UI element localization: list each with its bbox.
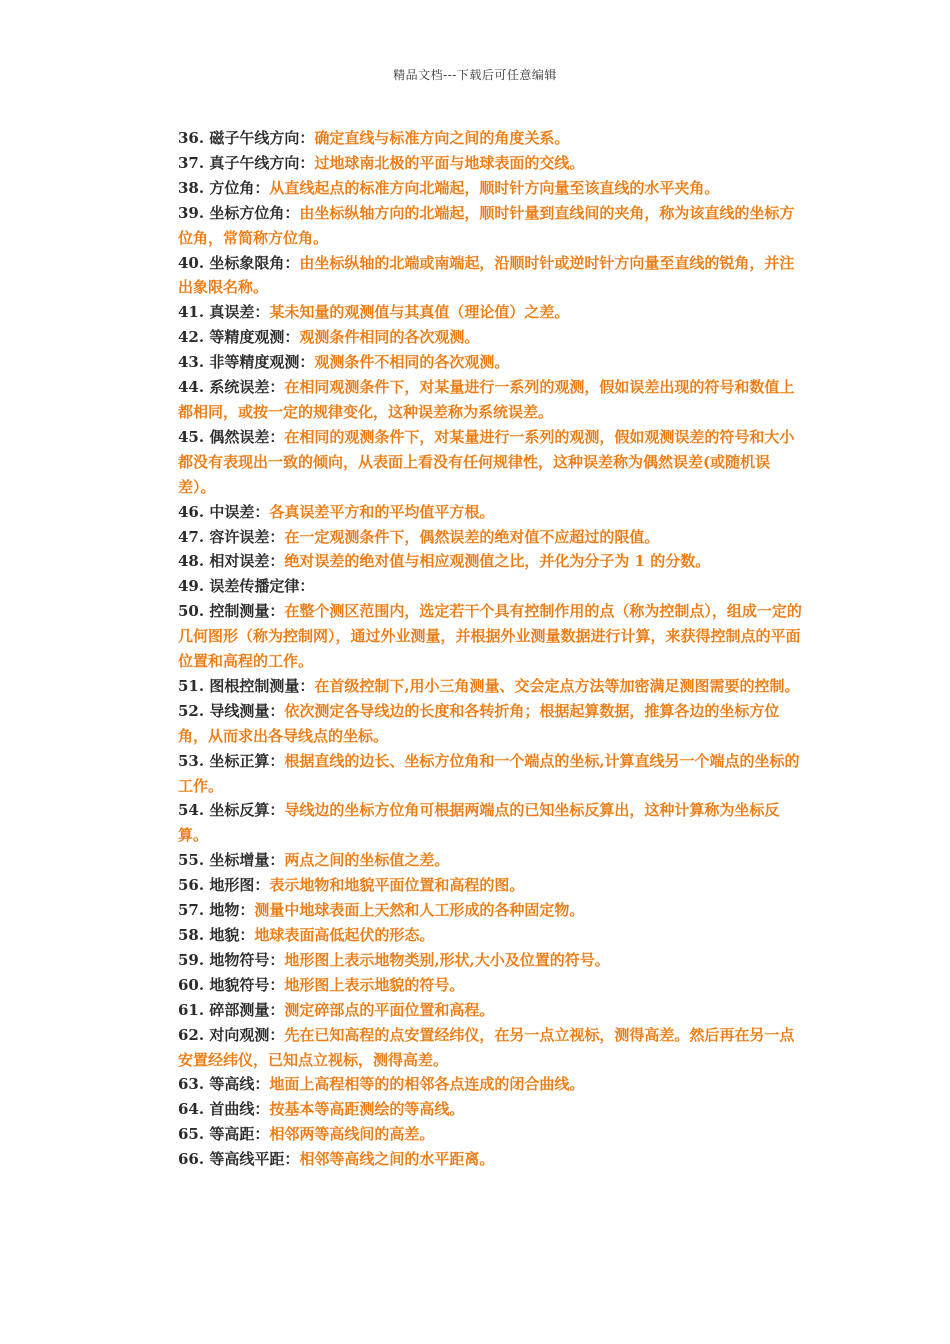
entry-definition: 相邻等高线之间的水平距离。: [299, 1150, 495, 1169]
entry-term: 62. 对向观测：: [178, 1025, 285, 1044]
entry-definition: 各真误差平方和的平均值平方根。: [269, 502, 495, 521]
entry-definition: 地球表面高低起伏的形态。: [254, 926, 435, 944]
page-header: 精品文档---下载后可任意编辑: [393, 68, 557, 82]
entry-term: 55. 坐标增量：: [178, 851, 285, 870]
entry-definition: 在一定观测条件下，偶然误差的绝对值不应超过的限值。: [284, 527, 660, 546]
entry-definition: 在相同的观测条件下，对某量进行一系列的观测，假如观测误差的符号和大小都没有表现出一致的倾向，从表面上看没有任何规律性，这种误差称为偶然误差(或随机误差）。: [178, 427, 795, 496]
glossary-entry: [178, 500, 802, 525]
entry-term: 43. 非等精度观测：: [178, 353, 315, 372]
glossary-entry: [178, 126, 802, 151]
glossary-entry: [178, 873, 802, 898]
entry-term: 44. 系统误差：: [178, 378, 285, 397]
entry-definition: 测定碎部点的平面位置和高程。: [284, 1000, 495, 1019]
glossary-entry: [178, 848, 802, 873]
entry-term: 59. 地物符号：: [178, 950, 285, 969]
entry-term: 58. 地貌：: [178, 926, 255, 944]
entry-definition: 确定直线与标准方向之间的角度关系。: [314, 129, 570, 147]
entry-definition: 在相同观测条件下，对某量进行一系列的观测，假如误差出现的符号和数值上都相同，或按一定的规律变化，这种误差称为系统误差。: [178, 378, 795, 421]
entry-term: 53. 坐标正算：: [178, 751, 285, 770]
entry-term: 61. 碎部测量：: [178, 1000, 285, 1019]
glossary-entry: [178, 525, 802, 550]
glossary-entry: [178, 749, 802, 799]
entry-term: 47. 容许误差：: [178, 527, 285, 546]
entry-definition: 地形图上表示地物类别,形状,大小及位置的符号。: [284, 950, 610, 969]
glossary-entry: [178, 350, 802, 375]
entry-definition: 根据直线的边长、坐标方位角和一个端点的坐标,计算直线另一个端点的坐标的工作。: [178, 751, 800, 795]
entry-term: 50. 控制测量：: [178, 602, 285, 621]
entry-term: 66. 等高线平距：: [178, 1150, 300, 1169]
entry-term: 36. 磁子午线方向：: [178, 129, 315, 147]
entry-definition: 表示地物和地貌平面位置和高程的图。: [269, 876, 525, 895]
entry-definition: 过地球南北极的平面与地球表面的交线。: [314, 153, 585, 172]
glossary-entry: [178, 674, 802, 699]
glossary-entry: [178, 923, 802, 948]
glossary-entry: [178, 898, 802, 923]
entry-term: 45. 偶然误差：: [178, 427, 285, 446]
glossary-list: [178, 126, 802, 1172]
entry-definition: 观测条件相同的各次观测。: [299, 328, 480, 347]
entry-term: 38. 方位角：: [178, 178, 270, 197]
entry-definition: 导线边的坐标方位角可根据两端点的已知坐标反算出，这种计算称为坐标反算。: [178, 801, 780, 845]
entry-definition: 在首级控制下,用小三角测量、交会定点方法等加密满足测图需要的控制。: [314, 676, 800, 695]
glossary-entry: [178, 1097, 802, 1122]
entry-term: 37. 真子午线方向：: [178, 153, 315, 172]
entry-definition: 在整个测区范围内，选定若干个具有控制作用的点（称为控制点），组成一定的几何图形（称为控制网），通过外业测量，并根据外业测量数据进行计算，来获得控制点的平面位置和高程的工作。: [178, 602, 802, 671]
glossary-entry: [178, 798, 802, 848]
glossary-entry: [178, 699, 802, 749]
glossary-entry: [178, 425, 802, 500]
entry-definition: 按基本等高距测绘的等高线。: [269, 1100, 465, 1119]
entry-term: 65. 等高距：: [178, 1125, 270, 1144]
entry-definition: 绝对误差的绝对值与相应观测值之比，并化为分子为 1 的分数。: [284, 552, 711, 571]
entry-term: 40. 坐标象限角：: [178, 253, 300, 272]
entry-definition: 观测条件不相同的各次观测。: [314, 353, 510, 372]
entry-definition: 两点之间的坐标值之差。: [284, 851, 450, 870]
glossary-entry: [178, 375, 802, 425]
entry-definition: 地面上高程相等的的相邻各点连成的闭合曲线。: [269, 1075, 585, 1094]
glossary-entry: [178, 201, 802, 251]
entry-term: 46. 中误差：: [178, 502, 270, 521]
glossary-entry: [178, 1147, 802, 1172]
glossary-entry: [178, 325, 802, 350]
glossary-entry: [178, 1072, 802, 1097]
entry-term: 48. 相对误差：: [178, 552, 285, 571]
glossary-entry: [178, 998, 802, 1023]
entry-term: 54. 坐标反算：: [178, 801, 285, 820]
entry-term: 39. 坐标方位角：: [178, 203, 300, 222]
entry-definition: 测量中地球表面上天然和人工形成的各种固定物。: [254, 901, 585, 920]
glossary-entry: [178, 1023, 802, 1073]
glossary-entry: [178, 574, 802, 599]
glossary-entry: [178, 251, 802, 301]
entry-term: 63. 等高线：: [178, 1075, 270, 1094]
entry-term: 41. 真误差：: [178, 303, 270, 322]
entry-definition: 先在已知高程的点安置经纬仪，在另一点立视标，测得高差。然后再在另一点安置经纬仪，已知点立视标，测得高差。: [178, 1025, 795, 1069]
entry-definition: 从直线起点的标准方向北端起，顺时针方向量至该直线的水平夹角。: [269, 178, 720, 197]
entry-definition: 由坐标纵轴方向的北端起，顺时针量到直线间的夹角，称为该直线的坐标方位角，常简称方位角。: [178, 203, 795, 247]
glossary-entry: [178, 176, 802, 201]
entry-definition: 某未知量的观测值与其真值（理论值）之差。: [269, 303, 570, 322]
glossary-entry: [178, 599, 802, 674]
glossary-entry: [178, 1122, 802, 1147]
entry-definition: 由坐标纵轴的北端或南端起，沿顺时针或逆时针方向量至直线的锐角，并注出象限名称。: [178, 253, 795, 297]
glossary-entry: [178, 973, 802, 998]
glossary-entry: [178, 151, 802, 176]
entry-term: 60. 地貌符号：: [178, 975, 285, 994]
entry-definition: 地形图上表示地貌的符号。: [284, 975, 465, 994]
entry-term: 52. 导线测量：: [178, 701, 285, 720]
entry-term: 57. 地物：: [178, 901, 255, 920]
entry-term: 42. 等精度观测：: [178, 328, 300, 347]
glossary-entry: [178, 948, 802, 973]
glossary-entry: [178, 549, 802, 574]
glossary-entry: [178, 300, 802, 325]
entry-term: 51. 图根控制测量：: [178, 676, 315, 695]
entry-term: 64. 首曲线：: [178, 1100, 270, 1119]
entry-term: 49. 误差传播定律：: [178, 577, 315, 596]
entry-term: 56. 地形图：: [178, 876, 270, 895]
entry-definition: 相邻两等高线间的高差。: [269, 1125, 435, 1144]
entry-definition: 依次测定各导线边的长度和各转折角；根据起算数据，推算各边的坐标方位角，从而求出各导线点的坐标。: [178, 701, 780, 745]
